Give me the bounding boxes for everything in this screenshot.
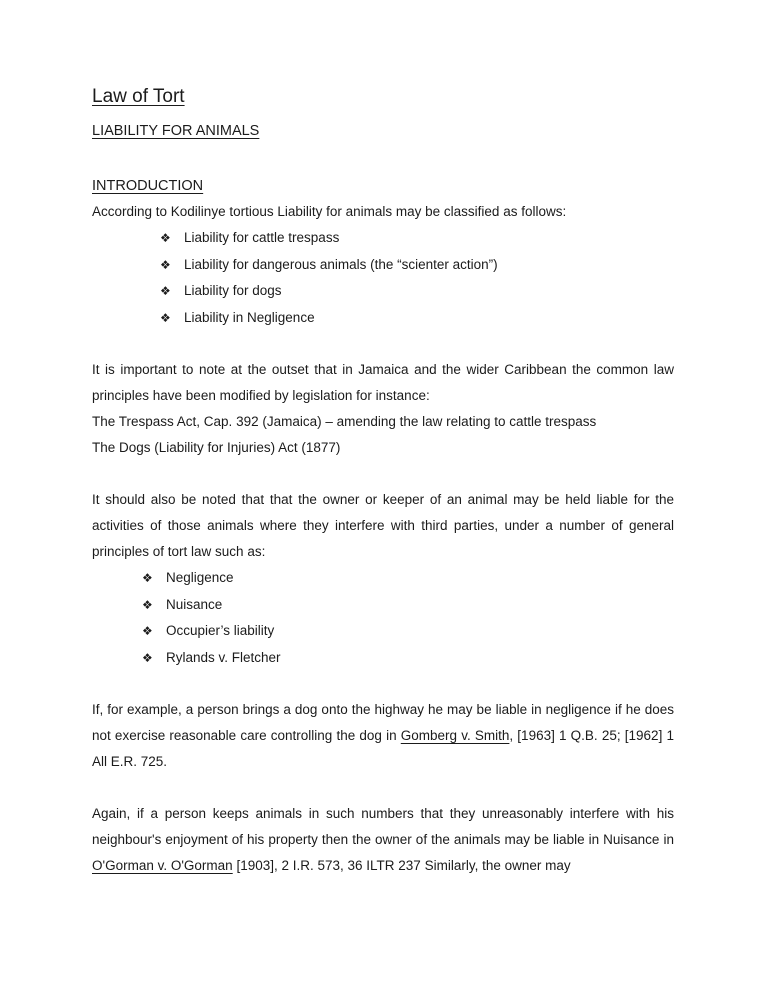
paragraph-nuisance-example xyxy=(92,801,674,879)
intro-lead: According to Kodilinye tortious Liability for animals may be classified as follows: xyxy=(92,204,567,219)
list-item xyxy=(92,592,674,619)
list-item-label: Liability for dangerous animals (the “scienter action”) xyxy=(184,256,498,272)
list-item xyxy=(92,278,674,305)
list-item xyxy=(92,225,674,252)
paragraph-text: If, for example, a person brings a dog onto the highway he may be liable in negligence if he does not exercise reasonable care controlling the dog in xyxy=(92,702,674,743)
paragraph-text: [1903], 2 I.R. 573, 36 ILTR 237 Similarly, the owner may xyxy=(232,858,571,873)
paragraph-text: , [1963] 1 Q.B. 25; [1962] 1 All E.R. 725. xyxy=(92,728,674,769)
bullet-diamond-icon: ❖ xyxy=(142,597,153,612)
list-item-label: Negligence xyxy=(166,570,234,585)
line-trespass-act: The Trespass Act, Cap. 392 (Jamaica) – amending the law relating to cattle trespass xyxy=(92,414,597,429)
bullet-diamond-icon: ❖ xyxy=(160,257,171,272)
bullet-diamond-icon: ❖ xyxy=(142,571,153,585)
document-subtitle: LIABILITY FOR ANIMALS xyxy=(92,123,260,139)
list-item xyxy=(92,645,674,672)
case-citation-gomberg: Gomberg v. Smith xyxy=(400,728,510,743)
bullet-diamond-icon: ❖ xyxy=(142,650,153,665)
list-item xyxy=(92,252,674,279)
paragraph-text: Again, if a person keeps animals in such numbers that they unreasonably interfere with his neighbour's enjoyment of his property then the owner of the animals may be liable in Nuisance in xyxy=(92,806,674,847)
bullet-diamond-icon: ❖ xyxy=(142,624,153,638)
list-item xyxy=(92,305,674,332)
list-item-label: Rylands v. Fletcher xyxy=(166,649,281,665)
bullet-diamond-icon: ❖ xyxy=(160,231,171,245)
list-item-label: Occupier’s liability xyxy=(166,623,275,638)
paragraph-legislation: It is important to note at the outset that in Jamaica and the wider Caribbean the common law principles have been modified by legislation for instance: xyxy=(92,362,674,403)
paragraph-principles: It should also be noted that that the owner or keeper of an animal may be held liable for the activities of those animals where they interfere with third parties, under a number of general principles of tort law such as: xyxy=(92,492,674,559)
bullet-diamond-icon: ❖ xyxy=(160,310,171,325)
case-citation-ogorman: O'Gorman v. O'Gorman xyxy=(92,858,233,873)
paragraph-negligence-example xyxy=(92,697,674,775)
list-item-label: Liability for cattle trespass xyxy=(184,230,340,245)
line-dogs-act: The Dogs (Liability for Injuries) Act (1877) xyxy=(92,440,341,455)
list-item-label: Liability for dogs xyxy=(184,283,282,298)
section-heading-introduction: INTRODUCTION xyxy=(92,178,204,194)
list-item xyxy=(92,565,674,592)
bullet-diamond-icon: ❖ xyxy=(160,284,171,298)
document-title: Law of Tort xyxy=(92,86,185,107)
bullet-list-classification xyxy=(92,225,674,331)
bullet-list-principles xyxy=(92,565,674,671)
list-item-label: Nuisance xyxy=(166,596,223,612)
list-item-label: Liability in Negligence xyxy=(184,309,315,325)
list-item xyxy=(92,618,674,645)
